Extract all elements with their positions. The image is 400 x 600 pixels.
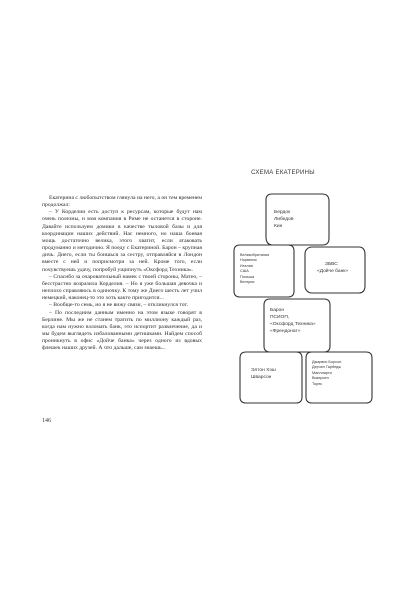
paragraph: – Спасибо за очаровательный намек с твоей стороны, Матео, – бесстрастно возразила Корделия. – Но я уже большая девочка и неплохо справляюсь в одиночку. К тому же Диего шесть лет учил немецкий, наконец-то это хоть както пригодится... (42, 273, 202, 302)
box-countries-text (240, 253, 269, 285)
box-line: Шварсон (251, 375, 272, 381)
box-line: ЗБВС (325, 262, 338, 267)
box-line: Италия (240, 263, 253, 268)
box-line: «Оксфорд Техника» (270, 322, 316, 328)
box-jervis-text (312, 360, 341, 387)
box-top-text (274, 209, 293, 230)
box-line: Норвегия (240, 258, 257, 263)
paragraph: Екатерина с любопытством глянула на него, а он тем временем продолжал: (42, 195, 203, 209)
box-baron-text (270, 307, 316, 335)
box-line: Польша (240, 274, 255, 279)
box-line: Викарсен (312, 376, 329, 381)
box-line: «Френдонат» (270, 329, 301, 335)
paragraph: – Вообще-то семь, но я не вижу связи, – откликнулся тот. (49, 302, 189, 309)
box-line: Джарвис Борсон (312, 360, 342, 364)
scheme-diagram (208, 170, 378, 430)
box-elton-text (251, 367, 276, 381)
box-line: США (240, 269, 249, 274)
box-line: Либедов (274, 217, 294, 223)
box-line: Маплларти (312, 370, 332, 375)
box-line: ПСИОП, (270, 315, 290, 321)
paragraph: – По последним данным именно на этом языке говорят в Берлине. Мы же не станем тратить по миллиону каждый раз, когда нам нужно взломать банк, это испортит развлечение, да и мы будем выглядеть избалованными детишками. Найдем способ проникнуть в офис «Дойче банка» через одного из вдовых флешек наших друзей. А что дальше, сам знаешь... (42, 309, 202, 352)
box-line: Великобритания (240, 253, 270, 257)
box-line: «Дойче банк» (317, 269, 349, 275)
box-line: Дерчел Гарбедж (312, 365, 341, 370)
box-line: Торек (312, 381, 323, 386)
box-line: Венгрия (240, 280, 255, 285)
box-line: Элтон Хэш (251, 368, 276, 373)
box-line: Барон (270, 308, 285, 313)
paragraph: – У Корделии есть доступ к ресурсам, которые будут нам очень полезны, и моя компания в Риме не останется в стороне. Давайте используем домики в качестве тыловой базы и для координации наших действий. Нас немного, но наша боевая мощь достаточно велика, этого хватит, если атаковать продуманно и методично. Я поеду с Екатериной. Барон – крупная дичь. Диего, если ты боишься за сестру, отправляйся в Лондон вместе с ней и поприсмотри за ней. Кроме того, если почувствуешь удачу, попробуй ущипнуть «Оксфорд Техника». (42, 209, 202, 273)
box-bank-text (317, 261, 348, 275)
diagram-title: СХЕМА ЕКАТЕРИНЫ (251, 170, 315, 176)
page-number: 146 (42, 418, 51, 424)
box-line: Бердок (274, 210, 291, 215)
body-text (42, 195, 202, 352)
box-line: Кин (274, 224, 283, 230)
